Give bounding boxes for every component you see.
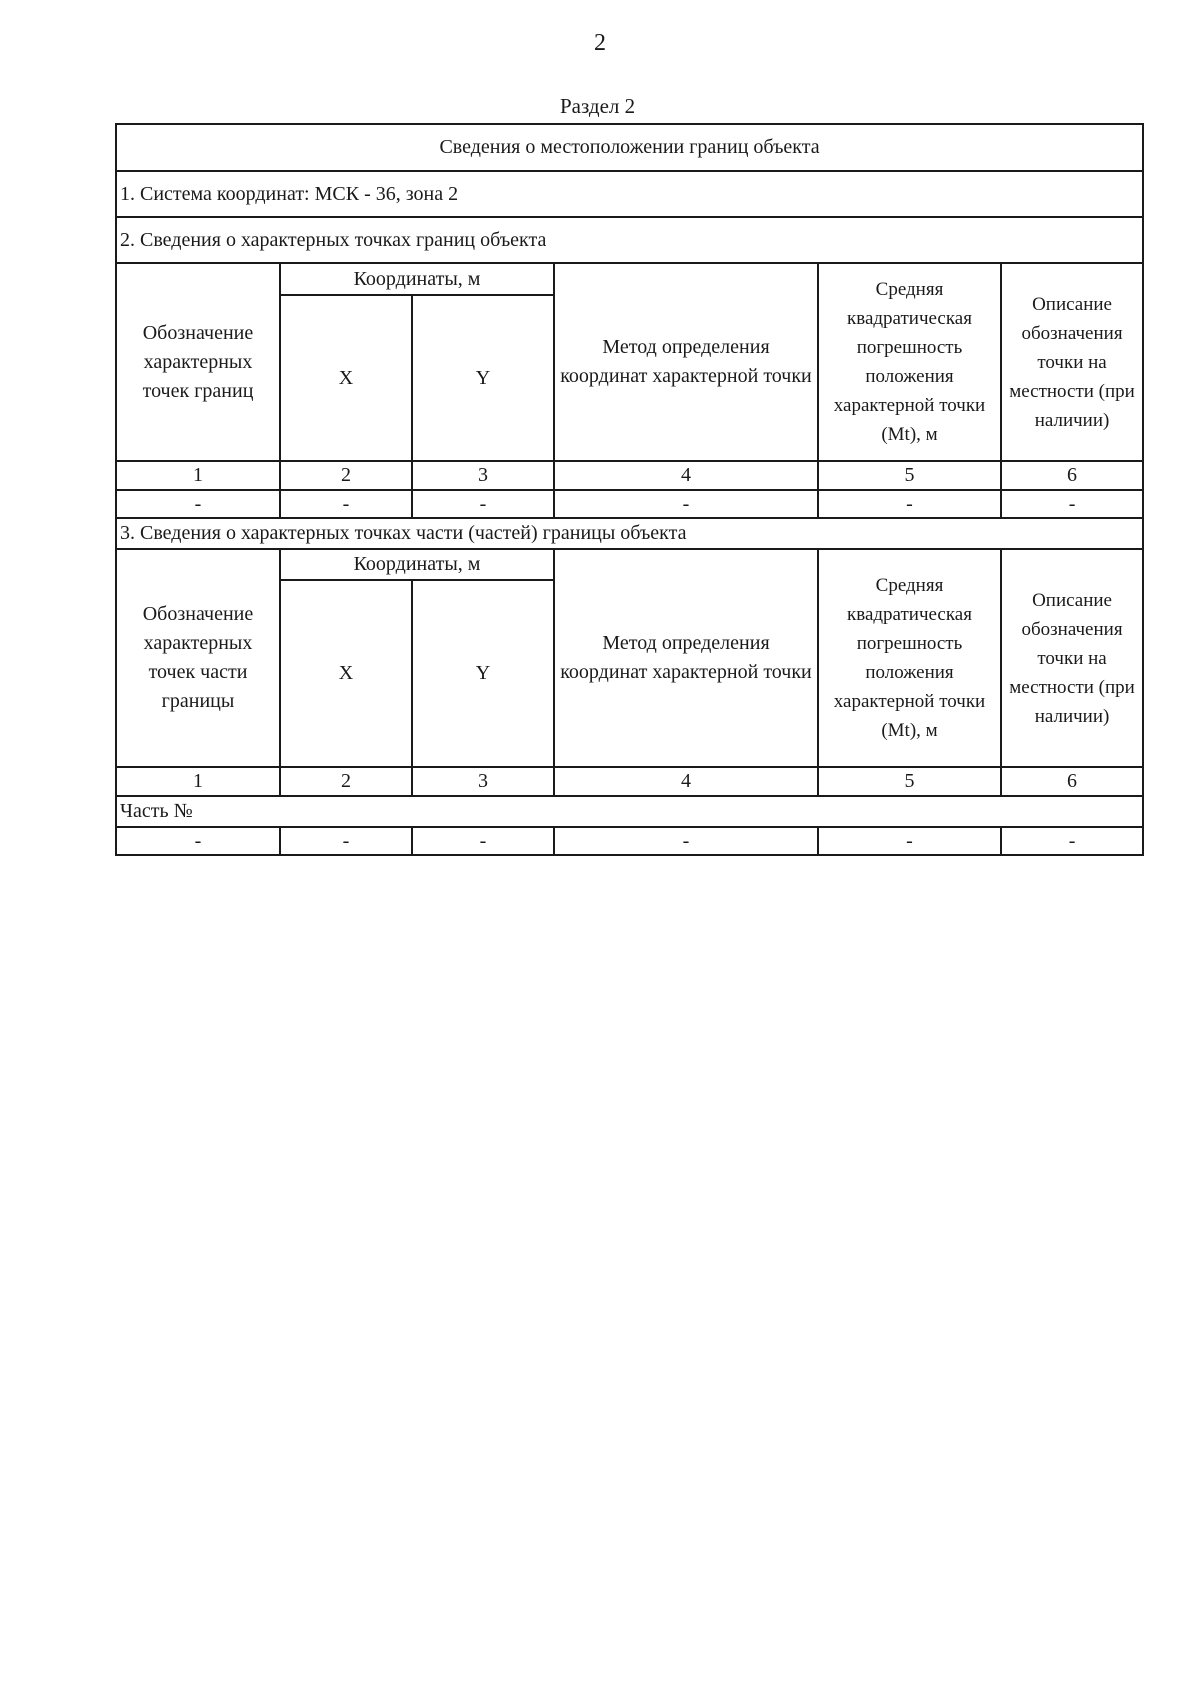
block2-col-number: 3	[412, 767, 554, 796]
coordinate-system: 1. Система координат: МСК - 36, зона 2	[116, 171, 1143, 217]
block1-col-coordinates: Координаты, м	[280, 263, 554, 295]
block1-col-error: Средняя квадратическая погрешность положения характерной точки (Mt), м	[818, 263, 1001, 461]
block1-column-numbers-row	[116, 461, 1143, 490]
page-number: 2	[594, 30, 606, 56]
block2-col-number: 5	[818, 767, 1001, 796]
block1-col-number: 6	[1001, 461, 1143, 490]
block1-col-number: 3	[412, 461, 554, 490]
block2-col-x: X	[280, 580, 412, 767]
table-row	[116, 827, 1143, 855]
table-cell: -	[116, 490, 280, 518]
table-cell: -	[1001, 490, 1143, 518]
block1-col-number: 4	[554, 461, 818, 490]
block1-col-x: X	[280, 295, 412, 461]
block1-col-y: Y	[412, 295, 554, 461]
table-cell: -	[116, 827, 280, 855]
table-cell: -	[554, 490, 818, 518]
table-cell: -	[412, 490, 554, 518]
table-cell: -	[280, 827, 412, 855]
block1-col-designation: Обозначение характерных точек границ	[116, 263, 280, 461]
section-title: Раздел 2	[560, 94, 636, 118]
block2-col-error: Средняя квадратическая погрешность положения характерной точки (Mt), м	[818, 549, 1001, 767]
table-title: Сведения о местоположении границ объекта	[116, 124, 1143, 171]
table-cell: -	[818, 827, 1001, 855]
table-row	[116, 490, 1143, 518]
table-cell: -	[1001, 827, 1143, 855]
block2-col-number: 4	[554, 767, 818, 796]
block2-col-description: Описание обозначения точки на местности (при наличии)	[1001, 549, 1143, 767]
boundary-table	[115, 123, 1144, 856]
block2-column-numbers-row	[116, 767, 1143, 796]
block1-col-number: 2	[280, 461, 412, 490]
block1-col-number: 1	[116, 461, 280, 490]
table-cell: -	[818, 490, 1001, 518]
table-cell: -	[554, 827, 818, 855]
part-label: Часть №	[116, 796, 1143, 827]
block1-col-number: 5	[818, 461, 1001, 490]
block1-col-description: Описание обозначения точки на местности (при наличии)	[1001, 263, 1143, 461]
block2-col-number: 1	[116, 767, 280, 796]
block2-heading: 3. Сведения о характерных точках части (частей) границы объекта	[116, 518, 1143, 549]
block2-col-number: 2	[280, 767, 412, 796]
table-cell: -	[412, 827, 554, 855]
block2-col-method: Метод определения координат характерной точки	[554, 549, 818, 767]
block2-col-number: 6	[1001, 767, 1143, 796]
block2-col-coordinates: Координаты, м	[280, 549, 554, 580]
table-cell: -	[280, 490, 412, 518]
block1-col-method: Метод определения координат характерной точки	[554, 263, 818, 461]
block2-col-y: Y	[412, 580, 554, 767]
block1-heading: 2. Сведения о характерных точках границ объекта	[116, 217, 1143, 263]
block2-col-designation: Обозначение характерных точек части границы	[116, 549, 280, 767]
